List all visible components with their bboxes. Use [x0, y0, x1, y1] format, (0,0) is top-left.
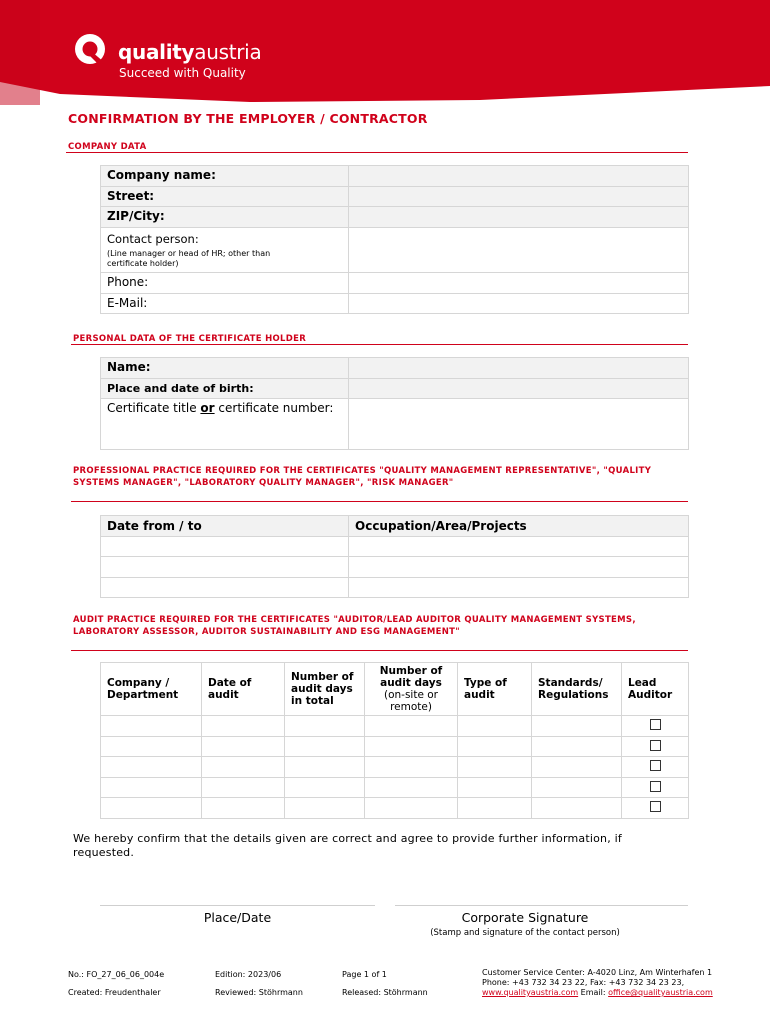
cell[interactable]: [285, 737, 365, 757]
type-of-audit-header: Type of audit: [458, 663, 532, 716]
section-divider: [71, 501, 688, 502]
table-row: [101, 757, 689, 778]
signature-line[interactable]: [395, 905, 688, 906]
contact-person-field[interactable]: [349, 228, 689, 273]
place-date-label: Place/Date: [203, 910, 272, 925]
cell[interactable]: [202, 716, 285, 737]
cell[interactable]: [202, 757, 285, 778]
corporate-signature-label: Corporate Signature: [461, 910, 589, 925]
standards-header: Standards/ Regulations: [532, 663, 622, 716]
professional-practice-heading: PROFESSIONAL PRACTICE REQUIRED FOR THE CERTIFICATES "QUALITY MANAGEMENT REPRESENTATIVE", "QUALITY SYSTEMS MANAGER", "LABORATORY QUALITY MANAGER", "RISK MANAGER": [73, 466, 652, 488]
zip-city-label: ZIP/City:: [101, 207, 349, 228]
cell[interactable]: [101, 737, 202, 757]
date-of-audit-header: Date of audit: [202, 663, 285, 716]
table-row: [101, 557, 689, 578]
cell[interactable]: [532, 716, 622, 737]
place-date-line[interactable]: [100, 905, 375, 906]
lead-auditor-checkbox[interactable]: [650, 719, 661, 730]
cell[interactable]: [458, 737, 532, 757]
brand-name: qualityaustria: [118, 40, 262, 64]
cell[interactable]: [365, 757, 458, 778]
date-cell[interactable]: [101, 578, 349, 598]
cell[interactable]: [365, 716, 458, 737]
occupation-header: Occupation/Area/Projects: [349, 516, 689, 537]
cell[interactable]: [365, 778, 458, 798]
street-label: Street:: [101, 187, 349, 207]
footer-reviewed: Reviewed: Stöhrmann: [215, 988, 303, 997]
personal-data-heading: PERSONAL DATA OF THE CERTIFICATE HOLDER: [73, 334, 307, 344]
company-name-label: Company name:: [101, 166, 349, 187]
brand-tagline: Succeed with Quality: [119, 66, 246, 80]
email-link[interactable]: office@qualityaustria.com: [608, 988, 713, 997]
cell[interactable]: [458, 778, 532, 798]
section-divider: [71, 344, 688, 345]
footer-released: Released: Stöhrmann: [342, 988, 428, 997]
table-row: [101, 778, 689, 798]
cell[interactable]: [458, 757, 532, 778]
cell[interactable]: [365, 737, 458, 757]
company-name-field[interactable]: [349, 166, 689, 187]
cell[interactable]: [532, 757, 622, 778]
footer-page: Page 1 of 1: [342, 970, 387, 979]
occupation-cell[interactable]: [349, 557, 689, 578]
cell[interactable]: [532, 737, 622, 757]
phone-field[interactable]: [349, 273, 689, 294]
contact-person-label: [101, 228, 349, 273]
company-data-heading: COMPANY DATA: [68, 142, 147, 152]
audit-practice-heading: AUDIT PRACTICE REQUIRED FOR THE CERTIFICATES "AUDITOR/LEAD AUDITOR QUALITY MANAGEMENT SYSTEMS, LABORATORY ASSESSOR, AUDITOR SUSTAINABILITY AND ESG MANAGEMENT": [73, 615, 636, 637]
cell[interactable]: [202, 798, 285, 819]
cell[interactable]: [532, 798, 622, 819]
audit-days-header-note: (on-site or remote): [383, 689, 438, 713]
street-field[interactable]: [349, 187, 689, 207]
footer-created: Created: Freudenthaler: [68, 988, 161, 997]
date-cell[interactable]: [101, 557, 349, 578]
lead-auditor-checkbox[interactable]: [650, 760, 661, 771]
cell[interactable]: [458, 716, 532, 737]
table-row: [101, 798, 689, 819]
birth-label: Place and date of birth:: [101, 379, 349, 399]
contact-person-text: Contact person:: [107, 232, 199, 246]
audit-days-total-header: Number of audit days in total: [285, 663, 365, 716]
cell[interactable]: [101, 757, 202, 778]
cell[interactable]: [458, 798, 532, 819]
cell[interactable]: [365, 798, 458, 819]
table-row: [101, 716, 689, 737]
confirmation-statement: We hereby confirm that the details given are correct and agree to provide further information, if requested.: [73, 832, 622, 859]
cell[interactable]: [202, 778, 285, 798]
cell[interactable]: [285, 716, 365, 737]
cell[interactable]: [532, 778, 622, 798]
certificate-field[interactable]: [349, 399, 689, 450]
company-data-table: [100, 165, 689, 314]
section-divider: [71, 650, 688, 651]
personal-data-table: [100, 357, 689, 450]
footer-doc-number: No.: FO_27_06_06_004e: [68, 970, 165, 979]
audit-practice-table: [100, 662, 689, 819]
lead-auditor-checkbox[interactable]: [650, 781, 661, 792]
lead-auditor-checkbox[interactable]: [650, 801, 661, 812]
cell[interactable]: [101, 716, 202, 737]
holder-name-label: Name:: [101, 358, 349, 379]
professional-practice-table: [100, 515, 689, 598]
audit-days-header-text: Number of audit days: [379, 665, 443, 689]
footer-phone-fax: Phone: +43 732 34 23 22, Fax: +43 732 34 23 23,: [482, 978, 685, 987]
occupation-cell[interactable]: [349, 537, 689, 557]
table-row: [101, 537, 689, 557]
section-divider: [66, 152, 688, 153]
cell[interactable]: [285, 757, 365, 778]
holder-name-field[interactable]: [349, 358, 689, 379]
cell[interactable]: [101, 778, 202, 798]
lead-auditor-header: Lead Auditor: [622, 663, 689, 716]
lead-auditor-checkbox[interactable]: [650, 740, 661, 751]
footer-email-label: Email:: [578, 988, 609, 997]
cell[interactable]: [285, 798, 365, 819]
contact-person-note: (Line manager or head of HR; other than certificate holder): [107, 249, 271, 268]
table-row: [101, 737, 689, 757]
email-field[interactable]: [349, 294, 689, 314]
certificate-label: Certificate title or certificate number:: [101, 399, 349, 450]
phone-label: Phone:: [101, 273, 349, 294]
date-cell[interactable]: [101, 537, 349, 557]
birth-field[interactable]: [349, 379, 689, 399]
form-title: CONFIRMATION BY THE EMPLOYER / CONTRACTOR: [68, 111, 428, 126]
occupation-cell[interactable]: [349, 578, 689, 598]
cell[interactable]: [101, 798, 202, 819]
table-row: [101, 578, 689, 598]
date-from-to-header: Date from / to: [101, 516, 349, 537]
zip-city-field[interactable]: [349, 207, 689, 228]
footer-edition: Edition: 2023/06: [215, 970, 282, 979]
header-banner: [0, 0, 770, 105]
footer-service-center: Customer Service Center: A-4020 Linz, Am Winterhafen 1: [482, 968, 713, 977]
audit-days-header: [365, 663, 458, 716]
cell[interactable]: [285, 778, 365, 798]
company-department-header: Company / Department: [101, 663, 202, 716]
website-link[interactable]: www.qualityaustria.com: [482, 988, 579, 997]
signature-note: (Stamp and signature of the contact person): [430, 928, 620, 938]
cell[interactable]: [202, 737, 285, 757]
email-label: E-Mail:: [101, 294, 349, 314]
quality-austria-logo-icon: [74, 33, 106, 65]
footer-contact: [482, 968, 722, 998]
